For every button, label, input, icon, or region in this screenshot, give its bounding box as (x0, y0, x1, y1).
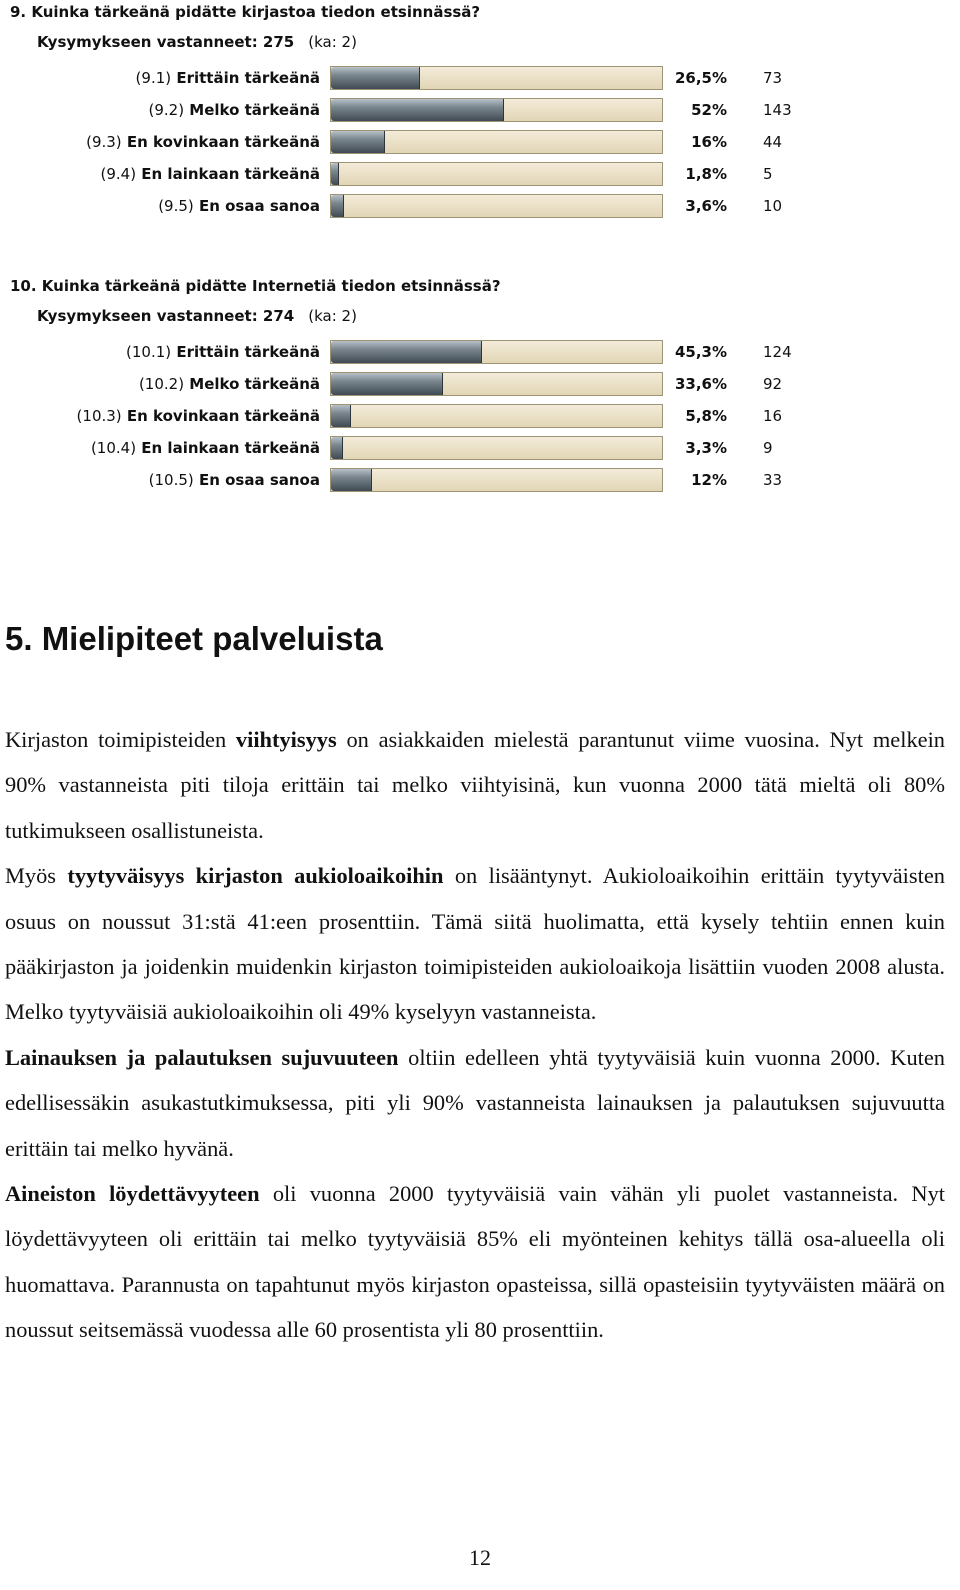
bar-row-number: (9.2) (148, 101, 185, 119)
bar-row-count: 73 (763, 69, 783, 87)
bar-row (0, 340, 960, 366)
paragraph-aukioloajat (5, 853, 945, 1035)
bar-row (0, 468, 960, 494)
paragraph-text: Myös (5, 863, 68, 889)
bar-row-text: Erittäin tärkeänä (176, 343, 320, 361)
bar-row-count: 16 (763, 407, 783, 425)
bar-row-percent: 16% (691, 133, 727, 151)
bar-fill (331, 67, 420, 89)
bar-track (330, 162, 663, 186)
bar-row-text: En osaa sanoa (198, 471, 320, 489)
bar-row (0, 162, 960, 188)
question-9-title: 9. Kuinka tärkeänä pidätte kirjastoa tiedon etsinnässä? (10, 3, 481, 21)
paragraph-text: oli vuonna 2000 tyytyväisiä vain vähän yli puolet vastanneista. Nyt löydettävyyteen oli erittäin tai melko tyytyväisiä 85% eli myönteinen kehitys tällä osa-alueella oli huomattava. Parannusta on tapahtunut myös kirjaston opasteissa, sillä opasteisiin tyytyväisten määrä on noussut seitsemässä vuodessa alle 60 prosentista yli 80 prosenttiin. (5, 1181, 945, 1343)
bar-track (330, 194, 663, 218)
bar-row-label (158, 197, 320, 215)
bar-fill (331, 437, 343, 459)
bar-row-text: En kovinkaan tärkeänä (126, 133, 320, 151)
bar-row-percent: 1,8% (685, 165, 727, 183)
bar-row-label (126, 343, 320, 361)
paragraph-emphasis: Lainauksen ja palautuksen sujuvuuteen (5, 1044, 399, 1070)
bar-row-number: (10.3) (76, 407, 122, 425)
bar-row-text: Erittäin tärkeänä (176, 69, 320, 87)
paragraph-emphasis: Aineiston löydettävyyteen (5, 1181, 260, 1207)
bar-row-percent: 12% (691, 471, 727, 489)
bar-row-label (100, 165, 320, 183)
paragraph-loydettavyys (5, 1171, 945, 1353)
bar-row-text: En lainkaan tärkeänä (141, 439, 320, 457)
bar-fill (331, 131, 385, 153)
paragraph-text: on lisääntynyt. Aukioloaikoihin erittäin tyytyväisten osuus on noussut 31:stä 41:een prosenttiin. Tämä siitä huolimatta, että kysely tehtiin ennen kuin pääkirjaston ja joidenkin muidenkin kirjaston toimipisteiden aukioloaikoja lisättiin vuoden 2008 alusta. Melko tyytyväisiä aukioloaikoihin oli 49% kyselyyn vastanneista. (5, 863, 945, 1025)
bar-row-number: (9.1) (135, 69, 172, 87)
bar-row (0, 98, 960, 124)
bar-track (330, 468, 663, 492)
bar-row-label (77, 407, 320, 425)
page-number: 12 (469, 1545, 491, 1570)
bar-row-percent: 33,6% (674, 375, 727, 393)
section-heading: 5. Mielipiteet palveluista (5, 620, 383, 657)
bar-row (0, 130, 960, 156)
bar-row-percent: 3,6% (685, 197, 727, 215)
bar-row (0, 66, 960, 92)
paragraph-text: Kirjaston toimipisteiden (5, 727, 236, 752)
bar-row-percent: 5,8% (685, 407, 727, 425)
bar-row-count: 44 (763, 133, 783, 151)
bar-track (330, 98, 663, 122)
bar-row-text: Melko tärkeänä (189, 375, 320, 393)
question-9-respondents: Kysymykseen vastanneet: 275 (37, 33, 295, 51)
question-10-meta (37, 307, 357, 325)
bar-track (330, 66, 663, 90)
bar-track (330, 130, 663, 154)
bar-row-count: 33 (763, 471, 783, 489)
paragraph-text: on asiakkaiden mielestä parantunut viime vuosina. Nyt melkein 90% vastanneista piti tiloja erittäin tai melko viihtyisinä, kun vuonna 2000 tätä mieltä oli 80% tutkimukseen osallistuneista. (5, 727, 945, 843)
bar-row-percent: 3,3% (685, 439, 727, 457)
bar-row-count: 10 (763, 197, 783, 215)
paragraph-lainaus (5, 1035, 945, 1171)
bar-row-text: En lainkaan tärkeänä (141, 165, 320, 183)
bar-fill (331, 373, 443, 395)
bar-row-label (86, 133, 320, 151)
bar-row (0, 194, 960, 220)
bar-row (0, 404, 960, 430)
bar-fill (331, 405, 351, 427)
question-9-average: (ka: 2) (308, 33, 357, 51)
bar-row-label (149, 471, 320, 489)
bar-row-number: (10.2) (138, 375, 185, 393)
bar-row-label (91, 439, 320, 457)
bar-row-count: 9 (763, 439, 773, 457)
bar-fill (331, 99, 504, 121)
paragraph-text: oltiin edelleen yhtä tyytyväisiä kuin vuonna 2000. Kuten edellisessäkin asukastutkimuksessa, piti yli 90% vastanneista lainauksen ja palautuksen sujuvuutta erittäin tai melko hyvänä. (5, 1044, 946, 1161)
bar-row-percent: 26,5% (674, 69, 727, 87)
question-10-respondents: Kysymykseen vastanneet: 274 (37, 307, 295, 325)
paragraph-emphasis: tyytyväisyys kirjaston aukioloaikoihin (67, 863, 444, 889)
paragraph-viihtyisyys (5, 717, 945, 853)
bar-row-count: 143 (763, 101, 792, 119)
bar-row-number: (10.5) (148, 471, 194, 489)
bar-row-text: Melko tärkeänä (189, 101, 320, 119)
paragraph-emphasis: viihtyisyys (235, 727, 337, 752)
bar-row-count: 5 (763, 165, 773, 183)
bar-row-percent: 52% (691, 101, 727, 119)
bar-row-percent: 45,3% (674, 343, 727, 361)
bar-fill (331, 341, 482, 363)
bar-row-text: En kovinkaan tärkeänä (126, 407, 320, 425)
body-text (5, 717, 945, 1353)
bar-track (330, 372, 663, 396)
bar-row (0, 372, 960, 398)
bar-row-label (139, 375, 320, 393)
bar-row-label (136, 69, 320, 87)
bar-fill (331, 163, 339, 185)
bar-row-label (149, 101, 321, 119)
bar-fill (331, 469, 372, 491)
bar-row-count: 92 (763, 375, 783, 393)
bar-track (330, 340, 663, 364)
bar-row-number: (10.1) (126, 343, 172, 361)
bar-track (330, 436, 663, 460)
question-10-average: (ka: 2) (308, 307, 357, 325)
bar-row-count: 124 (763, 343, 792, 361)
bar-row-text: En osaa sanoa (198, 197, 320, 215)
bar-row-number: (9.3) (86, 133, 122, 151)
question-9-meta (37, 33, 357, 51)
bar-row-number: (9.4) (100, 165, 137, 183)
bar-track (330, 404, 663, 428)
bar-row (0, 436, 960, 462)
bar-row-number: (10.4) (90, 439, 137, 457)
bar-row-number: (9.5) (158, 197, 194, 215)
question-10-title: 10. Kuinka tärkeänä pidätte Internetiä tiedon etsinnässä? (10, 277, 501, 295)
bar-fill (331, 195, 344, 217)
